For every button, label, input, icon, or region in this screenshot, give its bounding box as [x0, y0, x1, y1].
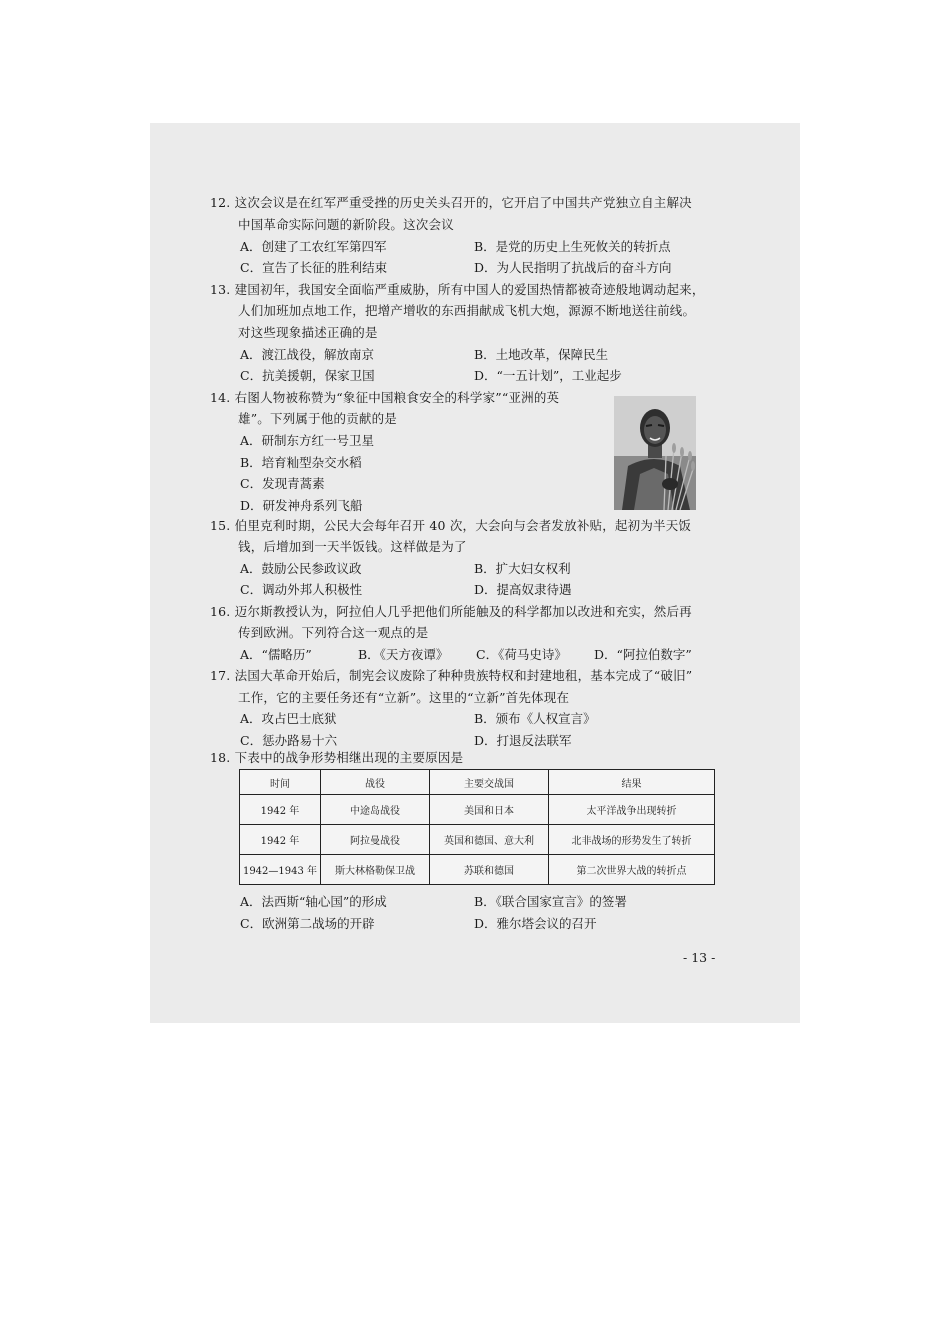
- q17-option-c: C．惩办路易十六: [240, 733, 338, 748]
- q16-option-c: C．《荷马史诗》: [476, 647, 567, 662]
- question-17-stem-2: 工作，它的主要任务还有“立新”。这里的“立新”首先体现在: [238, 690, 570, 705]
- table-cell: 1942—1943 年: [240, 855, 321, 885]
- question-13-stem-2: 人们加班加点地工作，把增产增收的东西捐献成飞机大炮，源源不断地送往前线。: [238, 303, 696, 318]
- table-row: [240, 825, 715, 855]
- table-header-cell: 结果: [549, 770, 715, 795]
- table-header-cell: 主要交战国: [430, 770, 549, 795]
- table-cell: 美国和日本: [430, 795, 549, 825]
- q15-option-d: D．提高奴隶待遇: [474, 582, 572, 597]
- table-cell: 太平洋战争出现转折: [549, 795, 715, 825]
- q16-option-b: B．《天方夜谭》: [358, 647, 449, 662]
- q13-option-d: D．“一五计划”，工业起步: [474, 368, 622, 383]
- q17-option-a: A．攻占巴士底狱: [240, 711, 337, 726]
- table-row: [240, 855, 715, 885]
- q12-option-d: D．为人民指明了抗战后的奋斗方向: [474, 260, 672, 275]
- scientist-photo: [614, 396, 696, 510]
- question-14-stem-2: 雄”。下列属于他的贡献的是: [238, 411, 397, 426]
- table-cell: 苏联和德国: [430, 855, 549, 885]
- q17-option-b: B．颁布《人权宣言》: [474, 711, 596, 726]
- q12-option-a: A．创建了工农红军第四军: [240, 239, 387, 254]
- q12-option-c: C．宣告了长征的胜利结束: [240, 260, 388, 275]
- question-13: 13. 建国初年，我国安全面临严重威胁，所有中国人的爱国热情都被奇迹般地调动起来，: [210, 282, 705, 297]
- q13-option-b: B．土地改革，保障民生: [474, 347, 609, 362]
- table-cell: 1942 年: [240, 795, 321, 825]
- q18-option-c: C．欧洲第二战场的开辟: [240, 916, 375, 931]
- question-15: 15. 伯里克利时期，公民大会每年召开 40 次，大会向与会者发放补贴，起初为半天饭: [210, 518, 692, 533]
- q15-option-c: C．调动外邦人积极性: [240, 582, 363, 597]
- table-cell: 北非战场的形势发生了转折: [549, 825, 715, 855]
- table-header-cell: 时间: [240, 770, 321, 795]
- question-18: 18. 下表中的战争形势相继出现的主要原因是: [210, 750, 464, 765]
- page-number: - 13 -: [683, 950, 716, 965]
- table-cell: 第二次世界大战的转折点: [549, 855, 715, 885]
- table-cell: 中途岛战役: [321, 795, 430, 825]
- q18-option-b: B．《联合国家宣言》的签署: [474, 894, 627, 909]
- q14-option-b: B．培育籼型杂交水稻: [240, 455, 362, 470]
- q18-option-d: D．雅尔塔会议的召开: [474, 916, 597, 931]
- q18-option-a: A．法西斯“轴心国”的形成: [240, 894, 387, 909]
- table-header-cell: 战役: [321, 770, 430, 795]
- question-13-stem-3: 对这些现象描述正确的是: [238, 325, 378, 340]
- q12-option-b: B．是党的历史上生死攸关的转折点: [474, 239, 671, 254]
- question-16-stem-2: 传到欧洲。下列符合这一观点的是: [238, 625, 429, 640]
- table-cell: 斯大林格勒保卫战: [321, 855, 430, 885]
- q15-option-b: B．扩大妇女权利: [474, 561, 571, 576]
- table-cell: 阿拉曼战役: [321, 825, 430, 855]
- table-cell: 英国和德国、意大利: [430, 825, 549, 855]
- q14-option-d: D．研发神舟系列飞船: [240, 498, 363, 513]
- q17-option-d: D．打退反法联军: [474, 733, 572, 748]
- war-situation-table: [239, 769, 715, 885]
- question-12: 12. 这次会议是在红军严重受挫的历史关头召开的，它开启了中国共产党独立自主解决: [210, 195, 692, 210]
- question-12-stem-2: 中国革命实际问题的新阶段。这次会议: [238, 217, 454, 232]
- q14-option-c: C．发现青蒿素: [240, 476, 325, 491]
- question-16: 16. 迈尔斯教授认为，阿拉伯人几乎把他们所能触及的科学都加以改进和充实，然后再: [210, 604, 692, 619]
- q14-option-a: A．研制东方红一号卫星: [240, 433, 375, 448]
- table-cell: 1942 年: [240, 825, 321, 855]
- q13-option-c: C．抗美援朝，保家卫国: [240, 368, 375, 383]
- question-15-stem-2: 钱，后增加到一天半饭钱。这样做是为了: [238, 539, 467, 554]
- table-header-row: [240, 770, 715, 795]
- question-14: 14. 右图人物被称赞为“象征中国粮食安全的科学家”“亚洲的英: [210, 390, 560, 405]
- question-17: 17. 法国大革命开始后，制宪会议废除了种种贵族特权和封建地租，基本完成了“破旧”: [210, 668, 693, 683]
- q13-option-a: A．渡江战役，解放南京: [240, 347, 375, 362]
- table-row: [240, 795, 715, 825]
- q16-option-a: A．“儒略历”: [240, 647, 312, 662]
- q15-option-a: A．鼓励公民参政议政: [240, 561, 362, 576]
- q16-option-d: D．“阿拉伯数字”: [594, 647, 692, 662]
